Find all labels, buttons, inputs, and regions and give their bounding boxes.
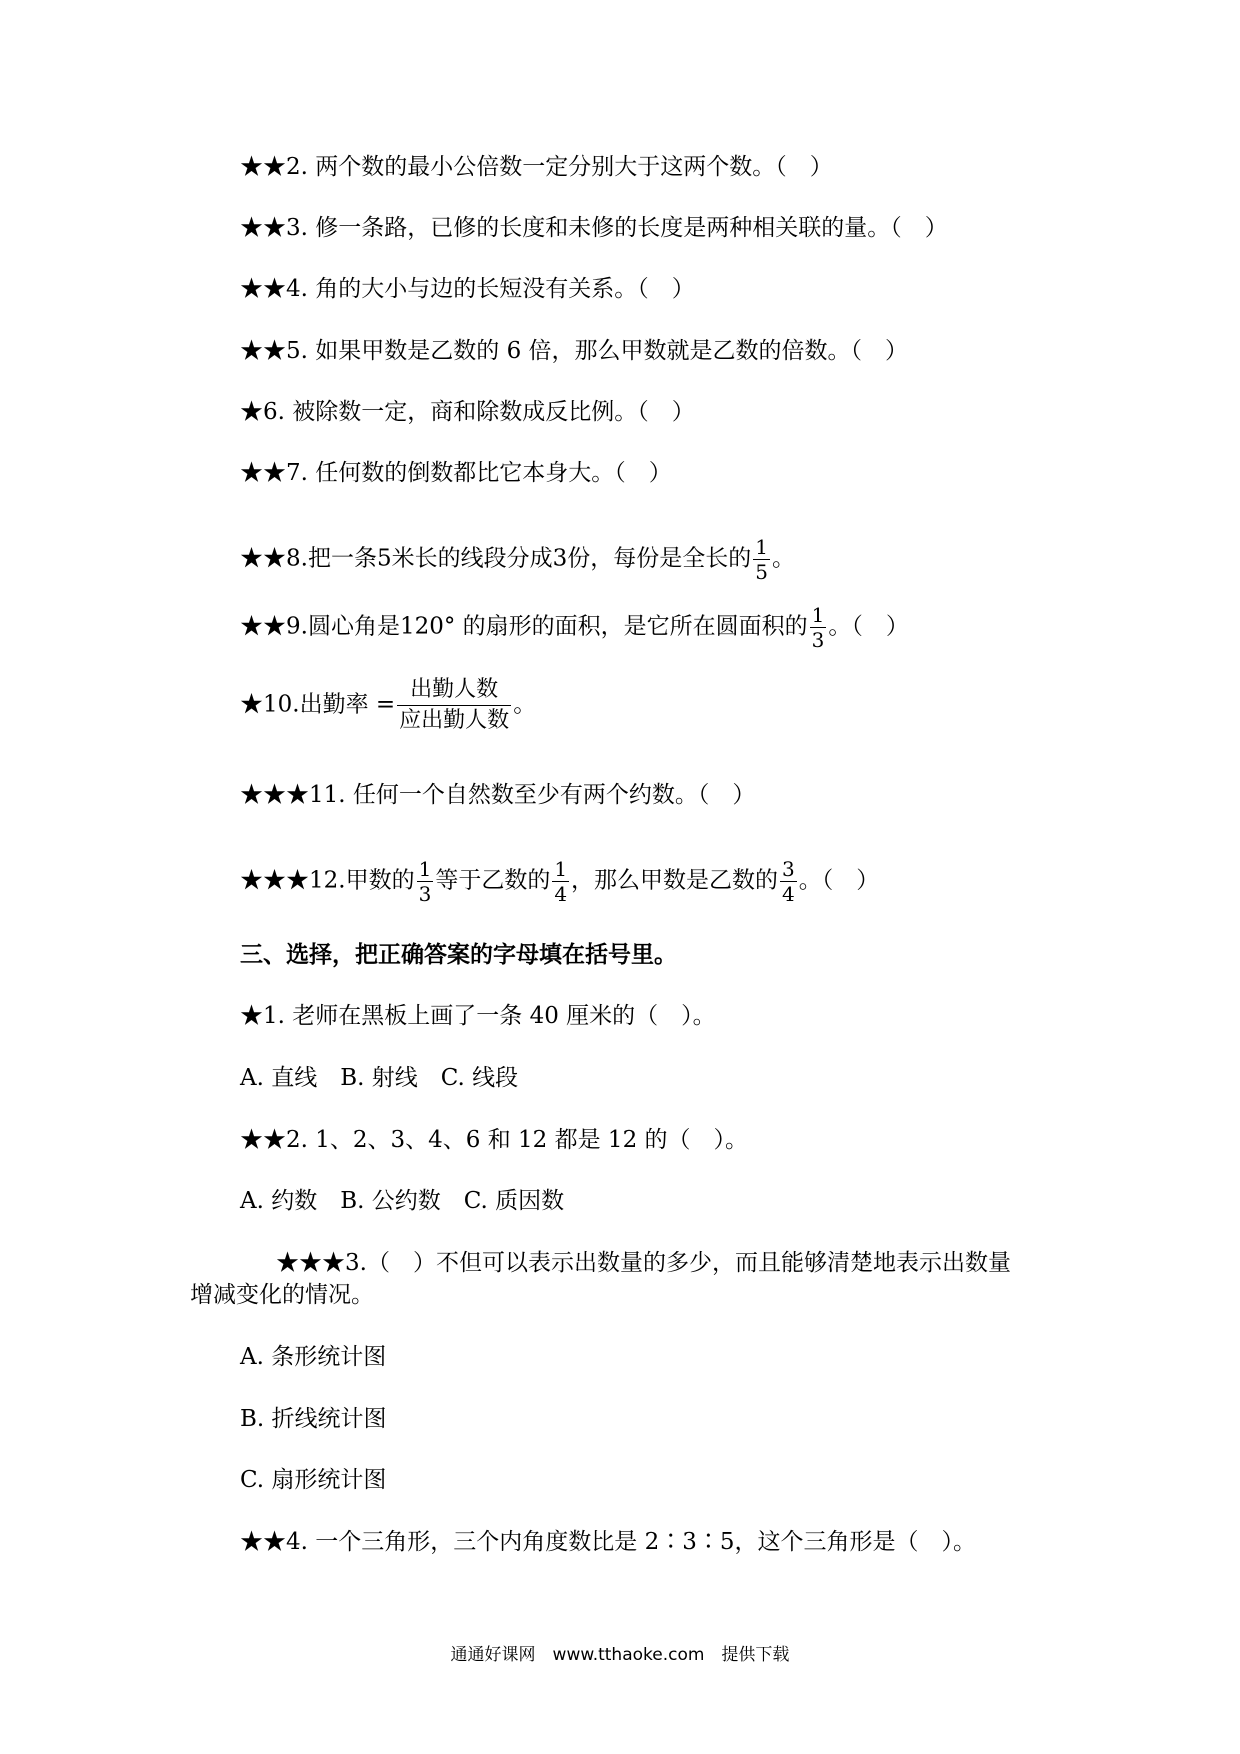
- choice-q3-option-b: B. 折线统计图: [240, 1406, 387, 1432]
- star-rating: ★★: [240, 613, 286, 640]
- choice-q3-continued: 增减变化的情况。: [190, 1282, 374, 1308]
- question-text: 9.圆心角是120° 的扇形的面积，是它所在圆面积的: [286, 613, 808, 640]
- choice-q2: [240, 1125, 748, 1155]
- question-text: 3. 修一条路，已修的长度和未修的长度是两种相关联的量。（ ）: [286, 215, 948, 241]
- star-rating: ★★: [240, 460, 286, 486]
- question-text: 5. 如果甲数是乙数的 6 倍，那么甲数就是乙数的倍数。（ ）: [286, 338, 909, 364]
- question-text: 7. 任何数的倒数都比它本身大。（ ）: [286, 460, 672, 486]
- question-text: ，那么甲数是乙数的: [571, 867, 779, 894]
- star-rating: ★★★: [240, 782, 309, 808]
- numerator: 3: [782, 857, 795, 881]
- question-text: 等于乙数的: [435, 867, 551, 894]
- numerator: 1: [811, 603, 825, 627]
- choice-q4: [240, 1527, 976, 1557]
- judge-q10: [240, 675, 536, 736]
- star-rating: ★★: [240, 545, 286, 572]
- question-text: 4. 一个三角形，三个内角度数比是 2∶3∶5，这个三角形是（ ）。: [286, 1529, 976, 1555]
- choice-q2-options: A. 约数 B. 公约数 C. 质因数: [240, 1188, 565, 1214]
- question-text: 11. 任何一个自然数至少有两个约数。（ ）: [309, 782, 756, 808]
- question-text: 4. 角的大小与边的长短没有关系。（ ）: [286, 276, 695, 302]
- question-text: 2. 两个数的最小公倍数一定分别大于这两个数。（ ）: [286, 154, 833, 180]
- fraction: [552, 857, 569, 906]
- question-text: 12.甲数的: [309, 867, 415, 894]
- denominator: 3: [418, 882, 432, 906]
- star-rating: ★★★: [240, 867, 309, 894]
- judge-q4: [240, 274, 695, 304]
- fraction: [810, 603, 827, 652]
- judge-q2: [240, 152, 833, 182]
- numerator: 1: [554, 857, 568, 881]
- judge-q6: [240, 397, 695, 427]
- fraction: [780, 857, 797, 906]
- star-rating: ★★: [240, 276, 286, 302]
- denominator: 5: [755, 560, 768, 584]
- question-text: 1. 老师在黑板上画了一条 40 厘米的（ ）。: [263, 1003, 716, 1029]
- judge-q5: [240, 336, 908, 366]
- star-rating: ★★: [240, 215, 286, 241]
- star-rating: ★: [240, 1003, 263, 1029]
- star-rating: ★★: [240, 1127, 286, 1153]
- question-text: 8.把一条5米长的线段分成3份，每份是全长的: [286, 545, 752, 572]
- judge-q7: [240, 458, 672, 488]
- star-rating: ★: [240, 691, 263, 718]
- choice-q3: [276, 1248, 1011, 1278]
- question-text: 10.出勤率 =: [263, 691, 396, 718]
- judge-q8: [240, 535, 795, 584]
- fraction: [417, 857, 434, 906]
- judge-q12: [240, 857, 879, 906]
- denominator: 3: [811, 628, 825, 652]
- choice-q1: [240, 1001, 716, 1031]
- question-suffix: 。（ ）: [798, 867, 880, 894]
- fraction: [753, 535, 770, 584]
- choice-q1-options: A. 直线 B. 射线 C. 线段: [240, 1065, 519, 1091]
- question-text: 3.（ ）不但可以表示出数量的多少，而且能够清楚地表示出数量: [345, 1250, 1011, 1276]
- fraction: [397, 675, 511, 736]
- star-rating: ★: [240, 399, 263, 425]
- numerator: 出勤人数: [397, 675, 511, 706]
- judge-q3: [240, 213, 948, 243]
- choice-q3-option-a: A. 条形统计图: [240, 1344, 387, 1370]
- star-rating: ★★: [240, 338, 286, 364]
- choice-q3-option-c: C. 扇形统计图: [240, 1467, 387, 1493]
- numerator: 1: [755, 535, 768, 559]
- star-rating: ★★★: [276, 1250, 345, 1276]
- judge-q9: [240, 603, 909, 652]
- judge-q11: [240, 780, 755, 810]
- numerator: 1: [418, 857, 432, 881]
- question-suffix: 。（ ）: [828, 613, 909, 640]
- star-rating: ★★: [240, 154, 286, 180]
- question-text: 2. 1、2、3、4、6 和 12 都是 12 的（ ）。: [286, 1127, 749, 1153]
- footer-watermark: 通通好课网 www.tthaoke.com 提供下载: [450, 1645, 790, 1665]
- star-rating: ★★: [240, 1529, 286, 1555]
- denominator: 4: [782, 882, 795, 906]
- denominator: 应出勤人数: [399, 708, 510, 733]
- question-text: 6. 被除数一定，商和除数成反比例。（ ）: [263, 399, 695, 425]
- section-heading: 三、选择，把正确答案的字母填在括号里。: [240, 941, 677, 968]
- question-suffix: 。: [771, 545, 795, 572]
- question-suffix: 。: [513, 691, 537, 718]
- denominator: 4: [554, 882, 568, 906]
